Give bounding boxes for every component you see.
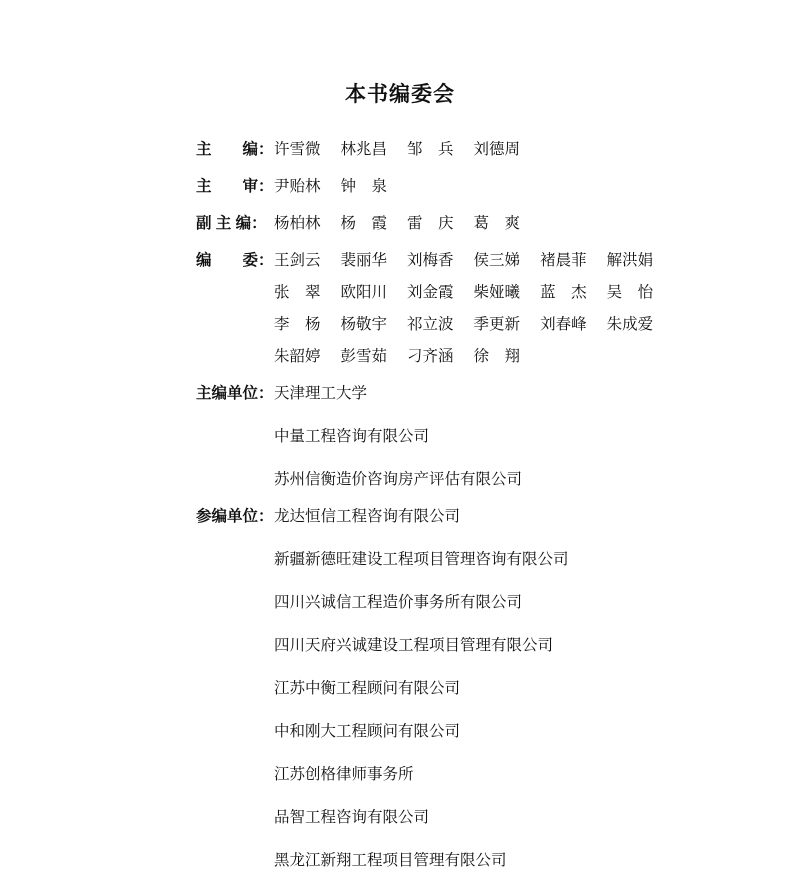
board-entry [196, 382, 760, 492]
organization-name: 天津理工大学 [274, 385, 368, 402]
organization-name: 中量工程咨询有限公司 [274, 428, 430, 445]
person-name: 雷 庆 [407, 215, 454, 232]
person-name: 杨柏林 [274, 215, 321, 232]
person-name: 林兆昌 [340, 141, 388, 158]
board-entry-label: 主 审： [196, 178, 274, 195]
organization-name: 四川兴诚信工程造价事务所有限公司 [274, 594, 523, 611]
person-name: 邹 兵 [407, 141, 454, 158]
person-name: 蓝 杰 [540, 284, 587, 301]
person-name: 刘德周 [473, 141, 521, 158]
name-row [274, 281, 760, 305]
person-name: 张 翠 [274, 284, 321, 301]
person-name: 杨 霞 [340, 215, 388, 232]
person-name: 钟 泉 [340, 178, 388, 195]
board-entry [196, 249, 760, 369]
name-row [274, 313, 760, 337]
board-entry [196, 505, 760, 873]
organization-name: 新疆新德旺建设工程项目管理咨询有限公司 [274, 551, 569, 568]
person-name: 朱韶婷 [274, 348, 321, 365]
person-name: 季更新 [473, 316, 521, 333]
page-title: 本书编委会 [345, 83, 455, 106]
person-name: 欧阳川 [340, 284, 388, 301]
organization-name: 黑龙江新翔工程项目管理有限公司 [274, 852, 507, 869]
person-name: 尹贻林 [274, 178, 321, 195]
person-name: 刘春峰 [540, 316, 587, 333]
board-entry-label: 副 主 编： [196, 215, 267, 232]
person-name: 解洪娟 [606, 252, 654, 269]
name-row [274, 212, 760, 236]
person-name: 李 杨 [274, 316, 321, 333]
board-entry-values [274, 138, 760, 162]
board-entry-label: 主 编： [196, 141, 274, 158]
organization-name: 四川天府兴诚建设工程项目管理有限公司 [274, 637, 554, 654]
board-entry [196, 138, 760, 162]
board-entry-values [274, 212, 760, 236]
board-entry-label: 编 委： [196, 252, 274, 269]
person-name: 朱成爱 [606, 316, 654, 333]
person-name: 杨敬宇 [340, 316, 388, 333]
name-row [274, 249, 760, 273]
board-entry [196, 175, 760, 199]
organization-name: 江苏中衡工程顾问有限公司 [274, 680, 461, 697]
organization-name: 品智工程咨询有限公司 [274, 809, 430, 826]
board-entry-label: 主编单位： [196, 385, 274, 402]
person-name: 褚晨菲 [540, 252, 587, 269]
name-row [274, 175, 760, 199]
board-entry-values [274, 249, 760, 369]
person-name: 柴娅曦 [473, 284, 521, 301]
organization-name: 中和刚大工程顾问有限公司 [274, 723, 461, 740]
person-name: 徐 翔 [473, 348, 521, 365]
person-name: 侯三娣 [473, 252, 521, 269]
person-name: 刘金霞 [407, 284, 454, 301]
organization-name: 龙达恒信工程咨询有限公司 [274, 508, 461, 525]
board-entry-label: 参编单位： [196, 508, 274, 525]
person-name: 刁齐涵 [407, 348, 454, 365]
editorial-board-list [0, 138, 800, 873]
organization-name: 江苏创格律师事务所 [274, 766, 414, 783]
board-entry-values [274, 505, 760, 873]
person-name: 彭雪茹 [340, 348, 388, 365]
person-name: 刘梅香 [407, 252, 454, 269]
person-name: 吴 怡 [606, 284, 654, 301]
person-name: 葛 爽 [473, 215, 521, 232]
person-name: 裴丽华 [340, 252, 388, 269]
board-entry [196, 212, 760, 236]
person-name: 王剑云 [274, 252, 321, 269]
name-row [274, 345, 760, 369]
person-name: 祁立波 [407, 316, 454, 333]
board-entry-values [274, 382, 760, 492]
person-name: 许雪微 [274, 141, 321, 158]
board-entry-values [274, 175, 760, 199]
name-row [274, 138, 760, 162]
organization-name: 苏州信衡造价咨询房产评估有限公司 [274, 471, 523, 488]
